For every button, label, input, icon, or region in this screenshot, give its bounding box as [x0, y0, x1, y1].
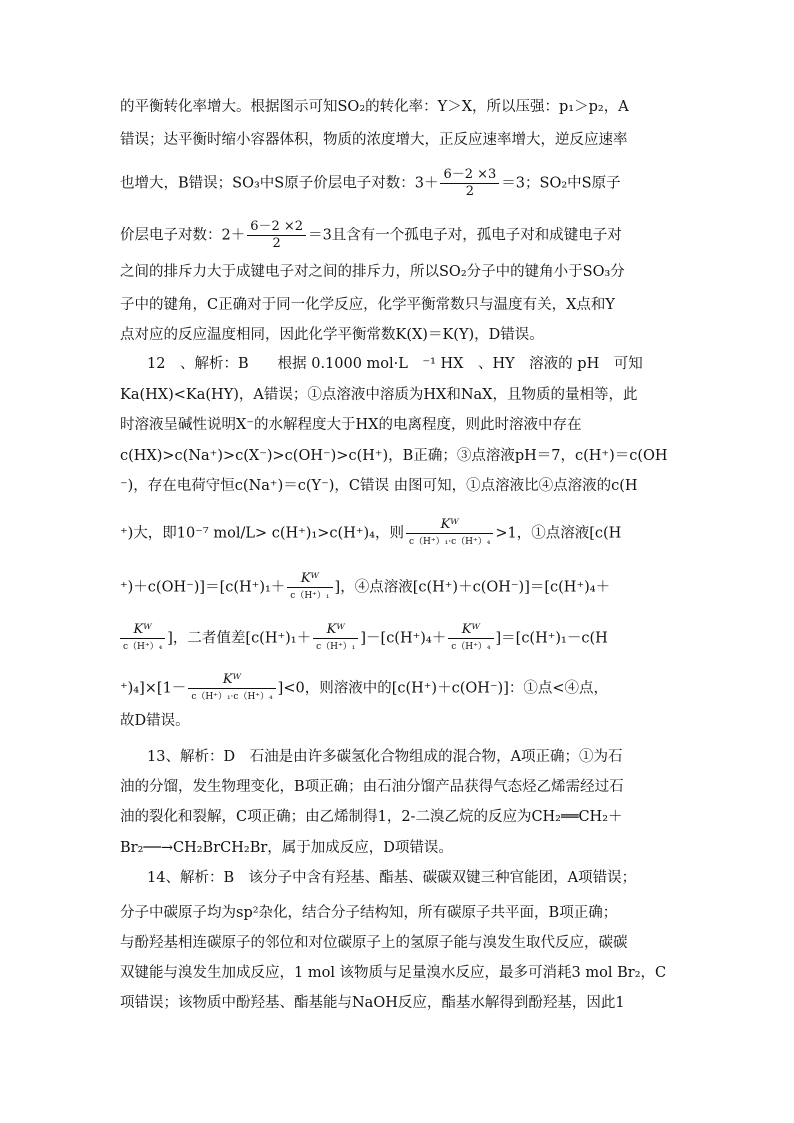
fraction [406, 517, 493, 550]
text-line: 项错误；该物质中酚羟基、酯基能与NaOH反应，酯基水解得到酚羟基，因此1 [120, 995, 625, 1011]
text-line: 的平衡转化率增大。根据图示可知SO₂的转化率：Y＞X，所以压强：p₁＞p₂，A [120, 99, 629, 115]
fraction-denominator: c（H⁺）₁·c（H⁺）₄ [188, 688, 275, 705]
fraction [313, 622, 358, 655]
text-line: 13、解析：D 石油是由许多碳氢化合物组成的混合物，A项正确；①为石 [147, 749, 623, 765]
text-span: >1，①点溶液[c(H [495, 525, 622, 542]
text-span: ⁺)＋c(OH⁻)]＝[c(H⁺)₁＋ [120, 579, 286, 596]
fraction-denominator: c（H⁺）₄ [120, 638, 165, 655]
text-span: 价层电子对数：2＋ [120, 227, 246, 244]
fraction-denominator: 2 [440, 183, 499, 200]
text-line: Br₂──→CH₂BrCH₂Br，属于加成反应，D项错误。 [120, 840, 453, 856]
text-line [120, 622, 680, 655]
text-line: 与酚羟基相连碳原子的邻位和对位碳原子上的氢原子能与溴发生取代反应，碳碳 [120, 935, 628, 951]
text-span: ⁺)₄]×[1－ [120, 680, 187, 697]
fraction-numerator: Kᵂ [222, 672, 242, 687]
fraction-denominator: c（H⁺）₁ [287, 587, 332, 604]
text-line [120, 517, 680, 550]
text-span: ]<0，则溶液中的[c(H⁺)＋c(OH⁻)]：①点<④点， [277, 680, 609, 697]
fraction-numerator: Kᵂ [326, 622, 345, 637]
text-span: ]，二者值差[c(H⁺)₁＋ [167, 630, 312, 647]
text-line [120, 672, 680, 705]
text-line: 子中的键角，C正确对于同一化学反应，化学平衡常数只与温度有关，X点和Y [120, 297, 615, 313]
text-line [120, 167, 680, 200]
text-line: 油的裂化和裂解，C项正确；由乙烯制得1，2-二溴乙烷的反应为CH₂══CH₂＋ [120, 809, 623, 825]
fraction-numerator: Kᵂ [300, 571, 319, 586]
fraction-denominator: c（H⁺）₁ [313, 638, 358, 655]
text-line: 时溶液呈碱性说明X⁻的水解程度大于HX的电离程度，则此时溶液中存在 [120, 417, 582, 433]
fraction [287, 571, 332, 604]
fraction [440, 167, 499, 200]
text-line: 点对应的反应温度相同，因此化学平衡常数K(X)＝K(Y)，D错误。 [120, 327, 544, 343]
text-line [120, 571, 680, 604]
fraction-numerator: Kᵂ [461, 622, 480, 637]
text-line [120, 219, 680, 252]
text-line: 分子中碳原子均为sp²杂化，结合分子结构知，所有碳原子共平面，B项正确； [120, 905, 618, 921]
text-span: ]＝[c(H⁺)₁－c(H [495, 630, 608, 647]
fraction [448, 622, 493, 655]
fraction [188, 672, 275, 705]
text-span: ⁺)大，即10⁻⁷ mol/L> c(H⁺)₁>c(H⁺)₄，则 [120, 525, 404, 542]
text-line: 双键能与溴发生加成反应，1 mol 该物质与足量溴水反应，最多可消耗3 mol Br₂，C [120, 965, 667, 981]
fraction [247, 219, 306, 252]
fraction-numerator: 6－2 ×3 [443, 167, 497, 182]
text-line: c(HX)>c(Na⁺)>c(X⁻)>c(OH⁻)>c(H⁺)，B正确；③点溶液pH＝7，c(H⁺)＝c(OH [120, 448, 668, 464]
fraction-denominator: c（H⁺）₁·c（H⁺）₄ [406, 533, 493, 550]
text-span: ]－[c(H⁺)₄＋ [360, 630, 447, 647]
text-span: 也增大，B错误；SO₃中S原子价层电子对数：3＋ [120, 175, 439, 192]
text-line: 油的分馏，发生物理变化，B项正确；由石油分馏产品获得气态烃乙烯需经过石 [120, 779, 624, 795]
text-line: 之间的排斥力大于成键电子对之间的排斥力，所以SO₂分子中的键角小于SO₃分 [120, 264, 625, 280]
fraction-numerator: Kᵂ [133, 622, 152, 637]
text-line: 错误；达平衡时缩小容器体积，物质的浓度增大，正反应速率增大，逆反应速率 [120, 132, 628, 148]
text-line: ⁻)，存在电荷守恒c(Na⁺)＝c(Y⁻)，C错误 由图可知，①点溶液比④点溶液的c(H [120, 478, 638, 494]
text-line: 故D错误。 [120, 713, 190, 729]
fraction-numerator: Kᵂ [440, 517, 459, 532]
text-span: ＝3；SO₂中S原子 [501, 175, 621, 192]
fraction-denominator: c（H⁺）₄ [448, 638, 493, 655]
text-span: ＝3且含有一个孤电子对，孤电子对和成键电子对 [308, 227, 622, 244]
text-line: 12 、解析：B 根据 0.1000 mol·L ⁻¹ HX 、HY 溶液的 pH 可知 [147, 356, 643, 372]
fraction-denominator: 2 [247, 235, 306, 252]
fraction [120, 622, 165, 655]
fraction-numerator: 6－2 ×2 [250, 219, 304, 234]
text-line: 14、解析：B 该分子中含有羟基、酯基、碳碳双键三种官能团，A项错误； [147, 870, 637, 886]
text-line: Ka(HX)<Ka(HY)，A错误；①点溶液中溶质为HX和NaX，且物质的量相等，此 [120, 387, 638, 403]
text-span: ]，④点溶液[c(H⁺)＋c(OH⁻)]＝[c(H⁺)₄＋ [334, 579, 611, 596]
